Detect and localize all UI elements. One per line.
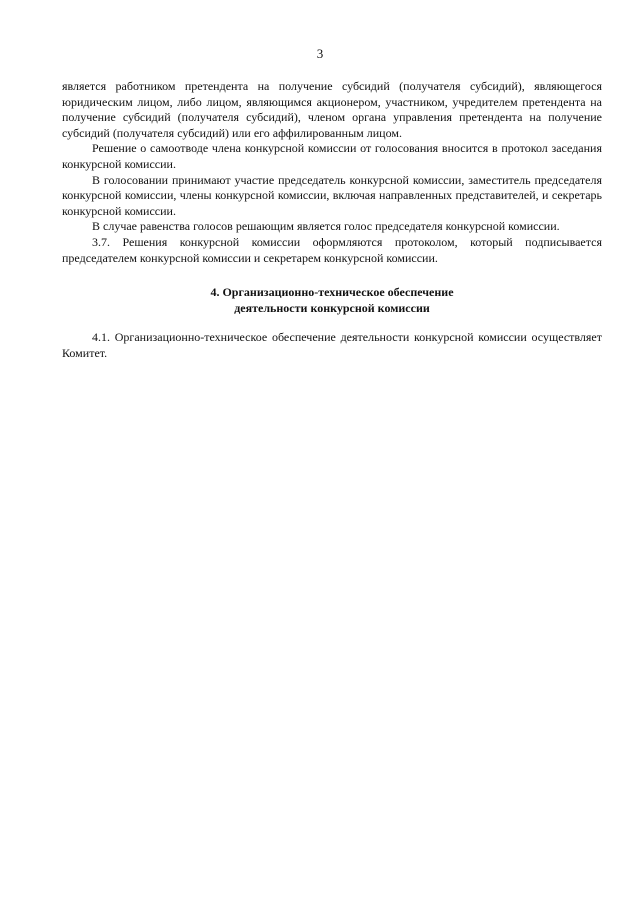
paragraph-3-7-protocol: 3.7. Решения конкурсной комиссии оформляются протоколом, который подписывается председателем конкурсной комиссии и секретарем конкурсной комиссии. [62, 234, 602, 265]
paragraph-tie-vote: В случае равенства голосов решающим является голос председателя конкурсной комиссии. [92, 219, 560, 234]
paragraph-conflict-of-interest: является работником претендента на получение субсидий (получателя субсидий), являющегося юридическим лицом, либо лицом, являющимся акционером, участником, учредителем претендента на получение субсидий (получателя субсидий), членом органа управления претендента на получение субсидий (получателя субсидий) или его аффилированным лицом. [62, 79, 602, 140]
section-4-text [62, 330, 602, 361]
paragraph-recusal: Решение о самоотводе члена конкурсной комиссии от голосования вносится в протокол заседания конкурсной комиссии. [62, 141, 602, 171]
section-4-heading-line-2: деятельности конкурсной комиссии [234, 300, 430, 315]
paragraph-voting-participants: В голосовании принимают участие председатель конкурсной комиссии, заместитель председателя конкурсной комиссии, члены конкурсной комиссии, включая направленных представителей, и секретарь конкурсной комиссии. [62, 172, 602, 218]
page-number: 3 [316, 46, 324, 61]
section-3-text [62, 79, 602, 266]
paragraph-4-1: 4.1. Организационно-техническое обеспечение деятельности конкурсной комиссии осуществляет Комитет. [62, 330, 602, 360]
section-4-heading [62, 285, 602, 316]
section-4-heading-line-1: 4. Организационно-техническое обеспечение [210, 285, 454, 299]
